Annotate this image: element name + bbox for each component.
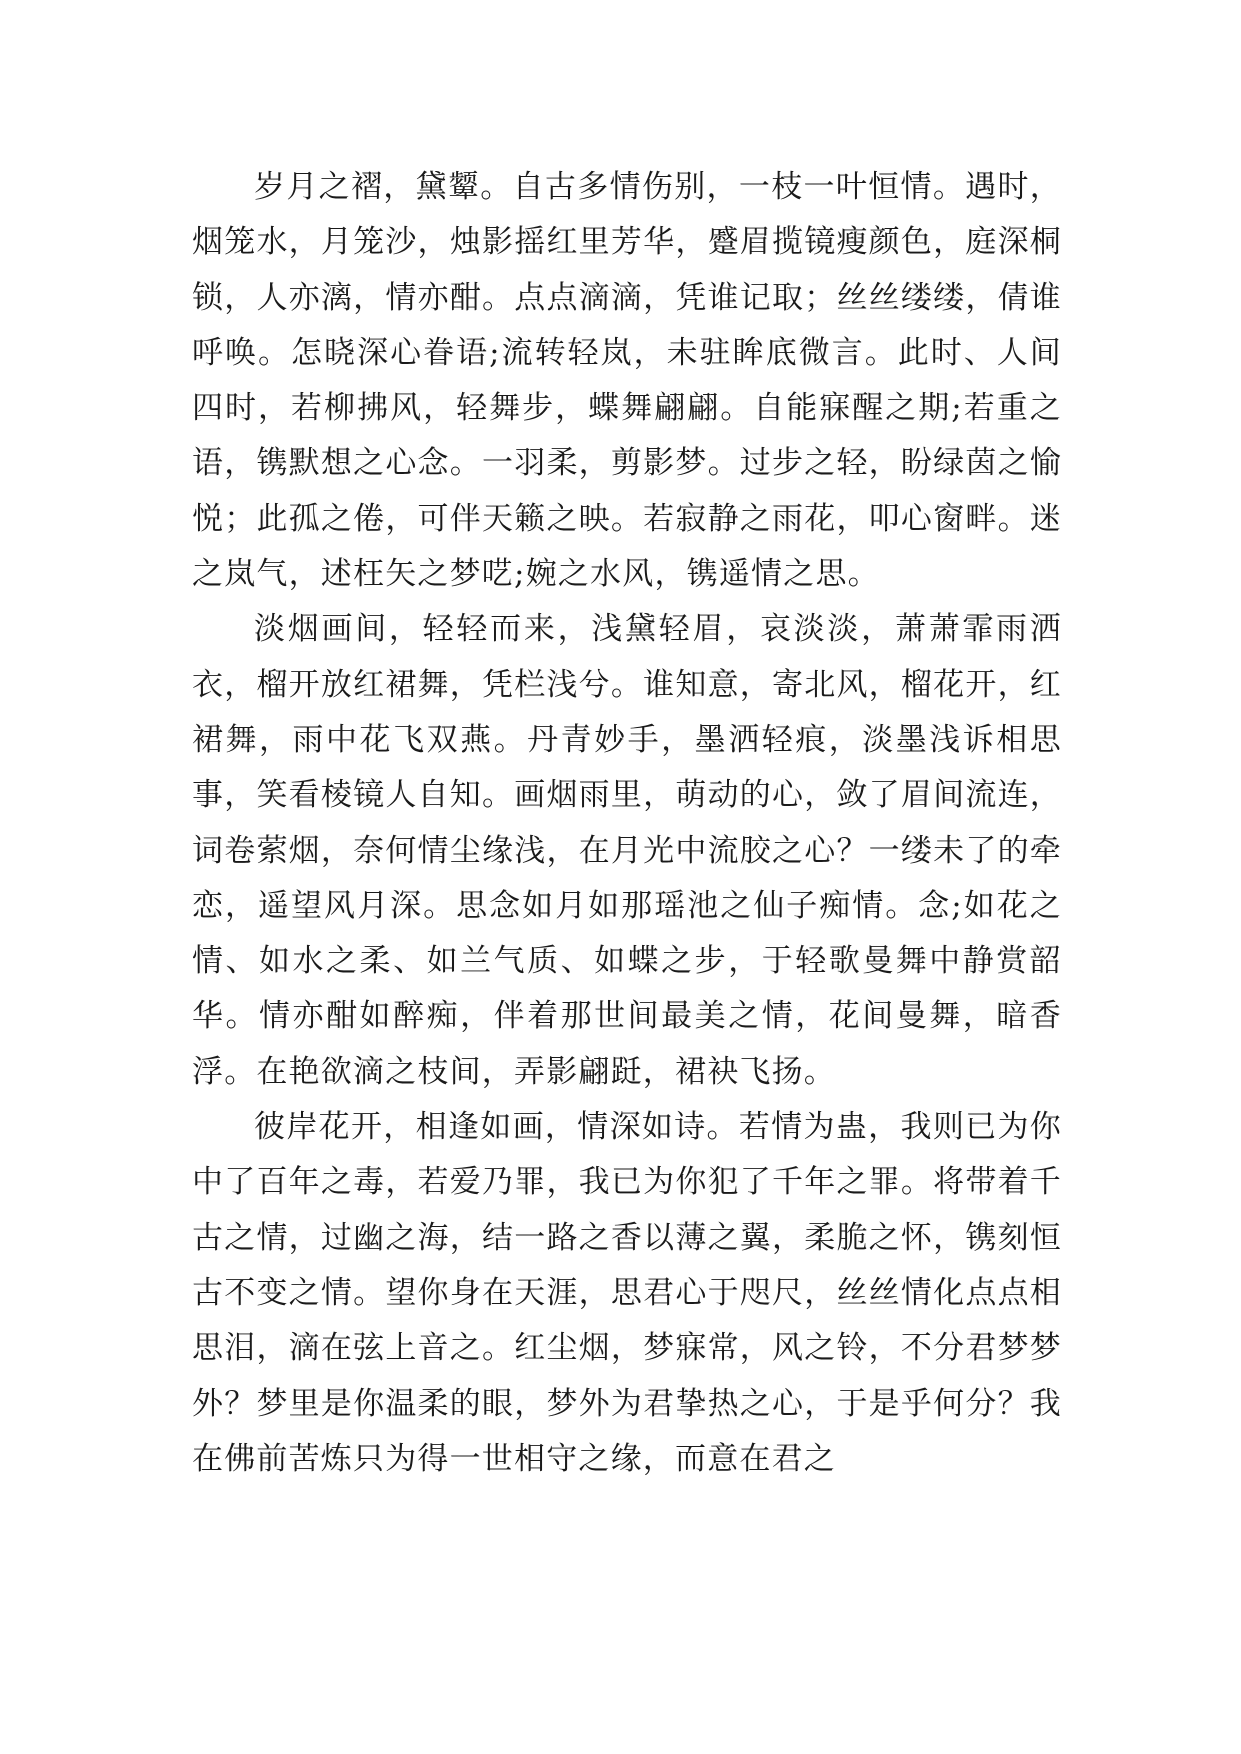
body-text xyxy=(192,160,1062,1487)
paragraph-3: 彼岸花开，相逢如画，情深如诗。若情为蛊，我则已为你中了百年之毒，若爱乃罪，我已为你犯了千年之罪。将带着千古之情，过幽之海，结一路之香以薄之翼，柔脆之怀，镌刻恒古不变之情。望你身在天涯，思君心于咫尺，丝丝情化点点相思泪，滴在弦上音之。红尘烟，梦寐常，风之铃，不分君梦梦外？梦里是你温柔的眼，梦外为君挚热之心，于是乎何分？我在佛前苦炼只为得一世相守之缘，而意在君之 xyxy=(192,1109,1062,1477)
paragraph-1: 岁月之褶，黛颦。自古多情伤别，一枝一叶恒情。遇时，烟笼水，月笼沙，烛影摇红里芳华，蹙眉揽镜瘦颜色，庭深桐锁，人亦漓，情亦酣。点点滴滴，凭谁记取；丝丝缕缕，倩谁呼唤。怎晓深心眷语;流转轻岚，未驻眸底微言。此时、人间四时，若柳拂风，轻舞步，蝶舞翩翩。自能寐醒之期;若重之语，镌默想之心念。一羽柔，剪影梦。过步之轻，盼绿茵之愉悦；此孤之倦，可伴天籁之映。若寂静之雨花，叩心窗畔。迷之岚气，述枉矢之梦呓;婉之水风，镌遥情之思。 xyxy=(192,169,1062,593)
paragraph-2: 淡烟画间，轻轻而来，浅黛轻眉，哀淡淡，萧萧霏雨洒衣，榴开放红裙舞，凭栏浅兮。谁知意，寄北风，榴花开，红裙舞，雨中花飞双燕。丹青妙手，墨洒轻痕，淡墨浅诉相思事，笑看棱镜人自知。画烟雨里，萌动的心，敛了眉间流连，词卷萦烟，奈何情尘缘浅，在月光中流胶之心？一缕未了的牵恋，遥望风月深。思念如月如那瑶池之仙子痴情。念;如花之情、如水之柔、如兰气质、如蝶之步，于轻歌曼舞中静赏韶华。情亦酣如醉痴，伴着那世间最美之情，花间曼舞，暗香浮。在艳欲滴之枝间，弄影翩跹，裙袂飞扬。 xyxy=(192,611,1062,1090)
